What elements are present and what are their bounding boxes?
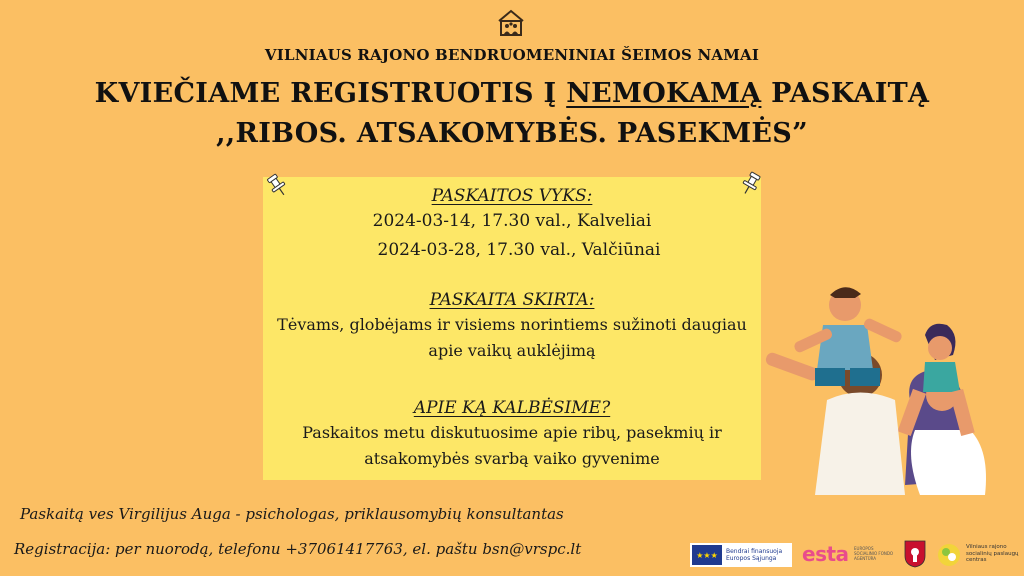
topic-line-2: atsakomybės svarbą vaiko gyvenime (364, 449, 660, 468)
vrs-line-3: centras (966, 557, 987, 563)
section-when (263, 186, 761, 264)
eu-text (726, 548, 782, 562)
topic-line-1: Paskaitos metu diskutuosime apie ribų, pasekmių ir (302, 423, 722, 442)
audience-line-1: Tėvams, globėjams ir visiems norintiems sužinoti daugiau (277, 315, 747, 334)
coat-of-arms-icon (904, 540, 926, 568)
title-after: PASKAITĄ (761, 78, 930, 109)
social-center-logo-icon (936, 542, 962, 568)
title-line-1 (0, 78, 1024, 109)
title-before: KVIEČIAME REGISTRUOTIS Į (94, 78, 567, 109)
eu-logo (690, 543, 792, 567)
section-heading: PASKAITOS VYKS: (431, 186, 593, 206)
vrs-line-1: Vilniaus rajono (966, 544, 1007, 550)
registration-info: Registracija: per nuorodą, telefonu +37061417763, el. paštu bsn@vrspc.lt (14, 540, 582, 558)
section-heading: APIE KĄ KALBĖSIME? (413, 398, 611, 418)
vrs-line-2: socialinių paslaugų (966, 550, 1019, 557)
family-illustration (755, 280, 1020, 495)
partner-logos (690, 540, 1020, 570)
section-heading: PASKAITA SKIRTA: (429, 290, 595, 310)
eu-text-line-1: Bendrai finansuoja (726, 548, 783, 555)
eu-text-line-2: Europos Sąjunga (726, 555, 777, 562)
esta-subtitle: EUROPOS SOCIALINIO FONDO AGENTŪRA (854, 546, 894, 561)
eu-flag-icon: ★★★ (692, 545, 722, 565)
date-line-1: 2024-03-14, 17.30 val., Kalveliai (372, 211, 652, 231)
house-family-icon (496, 8, 526, 38)
section-audience (263, 290, 761, 364)
title-line-2: ,,RIBOS. ATSAKOMYBĖS. PASEKMĖS” (216, 118, 808, 149)
title-underlined: NEMOKAMĄ (566, 78, 762, 109)
esta-logo: esta (802, 542, 849, 566)
audience-line-2: apie vaikų auklėjimą (428, 341, 596, 360)
lecturer-info: Paskaitą ves Virgilijus Auga - psichologas, priklausomybių konsultantas (20, 505, 564, 523)
social-center-text (966, 544, 1024, 564)
organization-name: VILNIAUS RAJONO BENDRUOMENINIAI ŠEIMOS NAMAI (264, 46, 760, 64)
date-line-2: 2024-03-28, 17.30 val., Valčiūnai (377, 240, 661, 260)
section-topic (263, 398, 761, 472)
